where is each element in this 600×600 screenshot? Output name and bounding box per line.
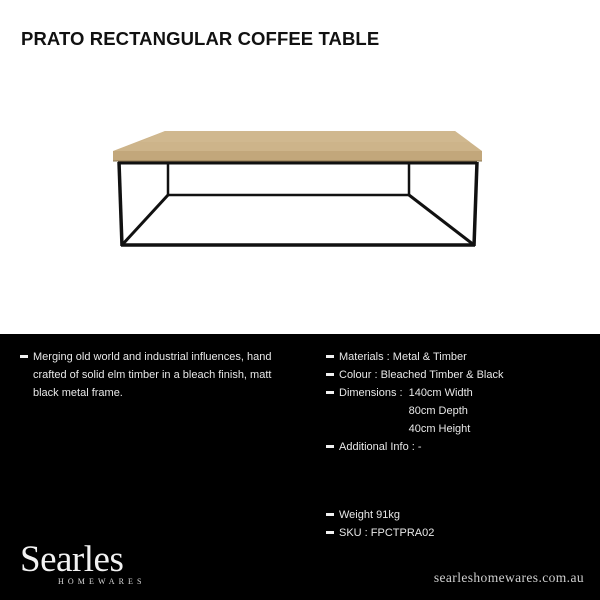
spec-sku: SKU : FPCTPRA02 — [326, 524, 434, 542]
brand-subtitle: HOMEWARES — [58, 577, 146, 586]
dash-icon — [326, 355, 334, 358]
dash-icon — [326, 391, 334, 394]
description-line: Merging old world and industrial influences, hand — [33, 351, 272, 363]
dimension-width: 140cm Width — [408, 387, 473, 399]
product-description — [20, 348, 320, 402]
description-line: crafted of solid elm timber in a bleach finish, matt — [33, 369, 272, 381]
dash-icon — [326, 445, 334, 448]
spec-dimensions — [326, 384, 503, 438]
dimensions-label: Dimensions : — [339, 387, 403, 399]
spec-weight: Weight 91kg — [326, 506, 434, 524]
dimensions-values — [409, 384, 473, 438]
dimension-height: 40cm Height — [408, 423, 471, 435]
description-bullet — [20, 348, 320, 402]
brand-name: Searles — [20, 539, 124, 580]
spec-materials: Materials : Metal & Timber — [326, 348, 503, 366]
frame-side-rail-left — [122, 195, 168, 245]
spec-additional-info: Additional Info : - — [326, 438, 503, 456]
frame-leg-front-right — [474, 162, 477, 246]
frame-leg-front-left — [119, 162, 122, 246]
description-line: black metal frame. — [33, 387, 123, 399]
spec-colour: Colour : Bleached Timber & Black — [326, 366, 503, 384]
dash-icon — [326, 373, 334, 376]
product-details-section — [0, 334, 600, 600]
dash-icon — [326, 531, 334, 534]
frame-side-rail-right — [409, 195, 474, 245]
dash-icon — [326, 513, 334, 516]
product-title: PRATO RECTANGULAR COFFEE TABLE — [21, 28, 380, 49]
product-specs — [326, 348, 503, 456]
dimension-depth: 80cm Depth — [408, 405, 468, 417]
table-top-edge — [113, 151, 482, 161]
dash-icon — [20, 355, 28, 358]
brand-logo — [20, 539, 146, 587]
table-top-texture — [140, 131, 470, 142]
website-url: searleshomewares.com.au — [433, 570, 584, 585]
product-specs-secondary — [326, 506, 434, 542]
